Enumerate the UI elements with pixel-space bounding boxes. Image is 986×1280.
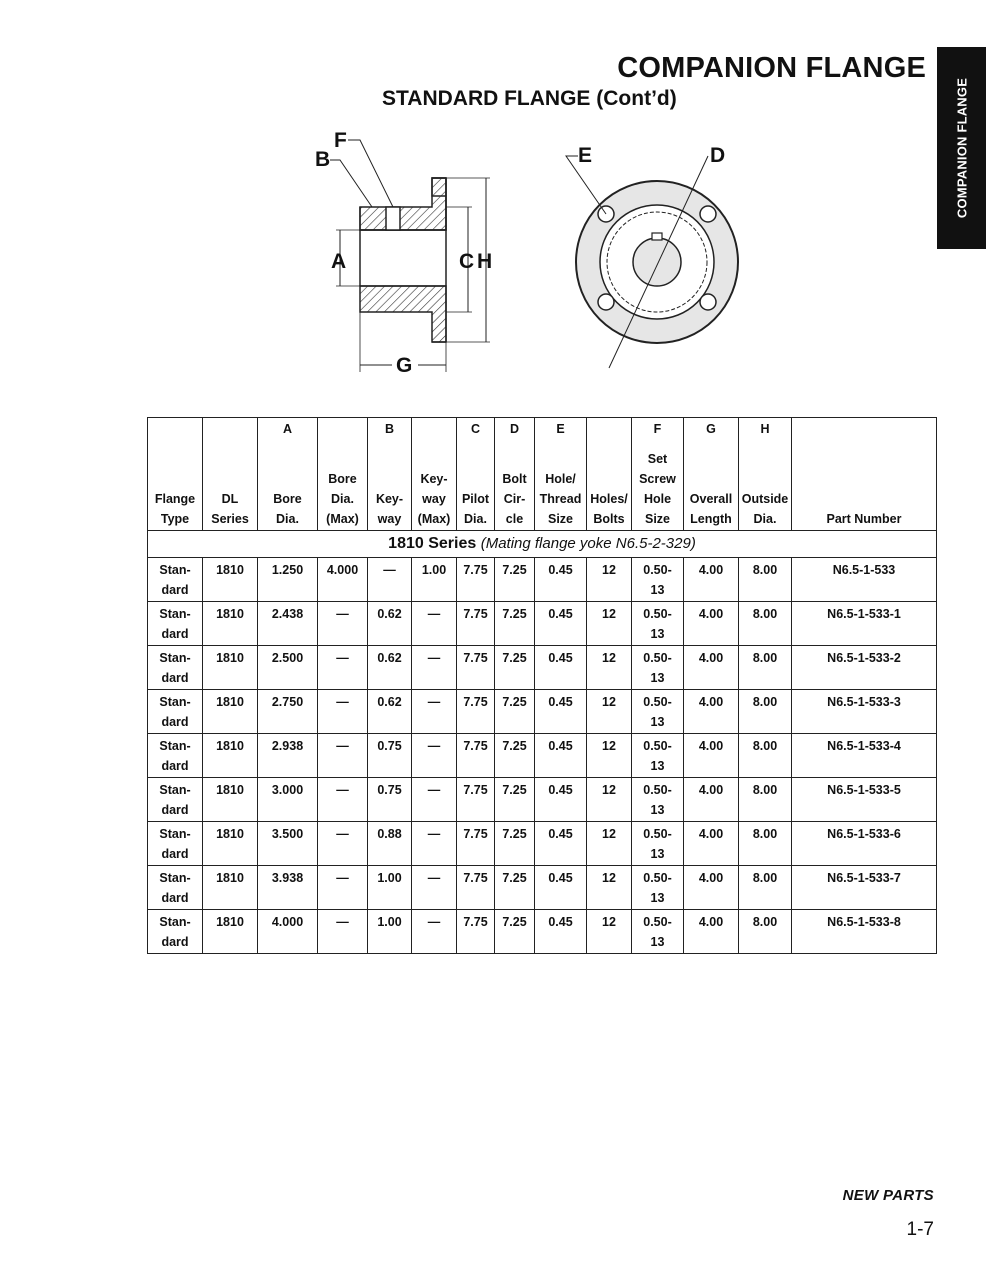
table-cell: 7.25 <box>495 734 535 778</box>
table-cell: N6.5-1-533-4 <box>792 734 937 778</box>
table-cell: 7.75 <box>457 778 495 822</box>
table-cell: N6.5-1-533-2 <box>792 646 937 690</box>
column-header-row <box>148 448 937 531</box>
table-cell: 4.00 <box>684 558 739 602</box>
table-cell: 12 <box>587 778 632 822</box>
table-cell: 4.00 <box>684 690 739 734</box>
table-cell: 7.75 <box>457 734 495 778</box>
column-header-line: Type <box>160 512 190 526</box>
table-cell: 7.25 <box>495 910 535 954</box>
table-cell: 8.00 <box>739 690 792 734</box>
table-cell: 4.00 <box>684 778 739 822</box>
table-row <box>148 866 937 910</box>
column-header-line: Bolt <box>502 472 527 486</box>
table-cell: — <box>318 822 368 866</box>
column-header-line: (Max) <box>417 512 451 526</box>
table-cell: Stan- dard <box>148 646 203 690</box>
table-cell: N6.5-1-533-7 <box>792 866 937 910</box>
column-header <box>535 448 587 531</box>
label-f: F <box>334 129 347 152</box>
table-cell: 8.00 <box>739 602 792 646</box>
table-row <box>148 910 937 954</box>
table-cell: 8.00 <box>739 822 792 866</box>
table-cell: — <box>412 690 457 734</box>
table-row <box>148 602 937 646</box>
table-cell: 7.25 <box>495 558 535 602</box>
table-cell: 4.00 <box>684 822 739 866</box>
side-tab-label: COMPANION FLANGE <box>954 77 969 219</box>
table-cell: — <box>412 778 457 822</box>
table-row <box>148 778 937 822</box>
table-cell: 1810 <box>203 778 258 822</box>
table-cell: N6.5-1-533-6 <box>792 822 937 866</box>
table-cell: 0.45 <box>535 690 587 734</box>
table-cell: 0.62 <box>368 646 412 690</box>
column-header <box>632 448 684 531</box>
column-header-line: Series <box>211 512 249 526</box>
table-cell: 1810 <box>203 602 258 646</box>
table-cell: — <box>318 910 368 954</box>
column-header <box>203 448 258 531</box>
label-c: C <box>459 250 475 273</box>
page-subtitle: STANDARD FLANGE (Cont’d) <box>382 87 677 110</box>
series-note: (Mating flange yoke N6.5-2-329) <box>480 535 696 552</box>
table-cell: 12 <box>587 558 632 602</box>
label-h: H <box>477 250 493 273</box>
table-row <box>148 690 937 734</box>
table-cell: 0.50- 13 <box>632 690 684 734</box>
column-header-line: Cir- <box>503 492 526 506</box>
table-cell: 0.45 <box>535 822 587 866</box>
table-cell: 0.45 <box>535 602 587 646</box>
column-header-line: Holes/ <box>590 492 628 506</box>
dimension-letter-row <box>148 418 937 449</box>
column-header-line: Size <box>644 512 670 526</box>
column-header-line: Flange <box>154 492 196 506</box>
column-header-line: way <box>422 492 446 506</box>
table-cell: 0.50- 13 <box>632 778 684 822</box>
column-header-line: Overall <box>689 492 733 506</box>
column-header-line: Dia. <box>753 512 777 526</box>
letter-cell <box>148 418 203 449</box>
table-cell: 0.50- 13 <box>632 822 684 866</box>
table-cell: 1810 <box>203 910 258 954</box>
table-cell: 3.938 <box>258 866 318 910</box>
new-parts-label: NEW PARTS <box>842 1187 934 1204</box>
table-cell: 1.00 <box>368 910 412 954</box>
table-cell: N6.5-1-533 <box>792 558 937 602</box>
label-d: D <box>710 144 726 167</box>
column-header-line: Key- <box>375 492 404 506</box>
label-e: E <box>578 144 593 167</box>
column-header <box>739 448 792 531</box>
letter-cell <box>792 418 937 449</box>
table-row <box>148 646 937 690</box>
column-header-line: Bolts <box>593 512 625 526</box>
table-cell: 3.500 <box>258 822 318 866</box>
column-header-line: Hole <box>643 492 672 506</box>
letter-cell: D <box>495 418 535 449</box>
column-header <box>587 448 632 531</box>
table-cell: 4.00 <box>684 602 739 646</box>
page-title: COMPANION FLANGE <box>617 52 926 84</box>
column-header-line: Part Number <box>826 512 902 526</box>
table-cell: 1810 <box>203 558 258 602</box>
column-header <box>148 448 203 531</box>
table-cell: 1810 <box>203 690 258 734</box>
table-cell: 12 <box>587 690 632 734</box>
column-header-line: Dia. <box>331 492 354 506</box>
label-g: G <box>396 354 413 377</box>
table-cell: 7.75 <box>457 866 495 910</box>
table-cell: 7.75 <box>457 558 495 602</box>
column-header-line: Dia. <box>276 512 299 526</box>
table-cell: 7.25 <box>495 778 535 822</box>
series-row <box>148 531 937 558</box>
series-cell <box>148 531 937 558</box>
column-header-line: Hole/ <box>545 472 576 486</box>
table-cell: 8.00 <box>739 778 792 822</box>
column-header-line: (Max) <box>326 512 359 526</box>
table-cell: — <box>318 602 368 646</box>
table-cell: 8.00 <box>739 866 792 910</box>
table-cell: N6.5-1-533-1 <box>792 602 937 646</box>
table-cell: 1810 <box>203 866 258 910</box>
letter-cell: G <box>684 418 739 449</box>
column-header <box>368 448 412 531</box>
table-cell: 12 <box>587 734 632 778</box>
page-number: 1-7 <box>906 1219 934 1240</box>
table-cell: 0.75 <box>368 778 412 822</box>
letter-cell: A <box>258 418 318 449</box>
table-cell: 4.00 <box>684 646 739 690</box>
table-row <box>148 822 937 866</box>
table-cell: 4.00 <box>684 866 739 910</box>
column-header-line: Bore <box>328 472 357 486</box>
table-cell: 12 <box>587 866 632 910</box>
table-cell: 8.00 <box>739 558 792 602</box>
table-cell: 12 <box>587 602 632 646</box>
letter-cell: F <box>632 418 684 449</box>
table-cell: Stan- dard <box>148 602 203 646</box>
spec-table <box>147 417 937 954</box>
table-row <box>148 558 937 602</box>
table-cell: 4.000 <box>318 558 368 602</box>
table-cell: 3.000 <box>258 778 318 822</box>
table-cell: 1810 <box>203 734 258 778</box>
table-cell: 7.75 <box>457 602 495 646</box>
table-cell: 7.25 <box>495 646 535 690</box>
letter-cell <box>412 418 457 449</box>
table-cell: Stan- dard <box>148 910 203 954</box>
column-header-line: Thread <box>539 492 582 506</box>
table-cell: — <box>318 646 368 690</box>
table-cell: 8.00 <box>739 910 792 954</box>
table-cell: 7.75 <box>457 910 495 954</box>
table-cell: — <box>412 734 457 778</box>
table-cell: Stan- dard <box>148 822 203 866</box>
column-header-line: Length <box>690 512 732 526</box>
column-header <box>684 448 739 531</box>
table-cell: 12 <box>587 822 632 866</box>
front-view <box>566 156 738 368</box>
table-cell: 4.00 <box>684 734 739 778</box>
table-cell: Stan- dard <box>148 866 203 910</box>
table-cell: 12 <box>587 910 632 954</box>
table-cell: 0.50- 13 <box>632 602 684 646</box>
table-cell: — <box>412 646 457 690</box>
table-cell: — <box>412 910 457 954</box>
column-header-line: Screw <box>639 472 676 486</box>
letter-cell <box>318 418 368 449</box>
table-cell: 7.25 <box>495 602 535 646</box>
table-cell: N6.5-1-533-3 <box>792 690 937 734</box>
table-cell: 1.00 <box>368 866 412 910</box>
table-cell: 0.50- 13 <box>632 646 684 690</box>
column-header-line: Key- <box>420 472 448 486</box>
column-header <box>412 448 457 531</box>
table-cell: — <box>318 778 368 822</box>
column-header-line: Dia. <box>464 512 487 526</box>
column-header-line: Set <box>647 452 668 466</box>
table-cell: 1.250 <box>258 558 318 602</box>
table-cell: — <box>412 822 457 866</box>
column-header <box>258 448 318 531</box>
column-header <box>318 448 368 531</box>
table-cell: Stan- dard <box>148 778 203 822</box>
letter-cell: E <box>535 418 587 449</box>
letter-cell <box>203 418 258 449</box>
table-cell: 2.438 <box>258 602 318 646</box>
letter-cell: C <box>457 418 495 449</box>
table-cell: — <box>368 558 412 602</box>
table-cell: 7.25 <box>495 690 535 734</box>
table-cell: 4.000 <box>258 910 318 954</box>
table-cell: 7.75 <box>457 822 495 866</box>
table-cell: 0.45 <box>535 866 587 910</box>
table-cell: N6.5-1-533-5 <box>792 778 937 822</box>
table-cell: 7.25 <box>495 866 535 910</box>
table-cell: 0.50- 13 <box>632 910 684 954</box>
table-cell: 2.750 <box>258 690 318 734</box>
letter-cell: H <box>739 418 792 449</box>
table-cell: 8.00 <box>739 646 792 690</box>
column-header <box>792 448 937 531</box>
label-b: B <box>315 148 331 171</box>
table-cell: — <box>412 866 457 910</box>
table-cell: 1810 <box>203 822 258 866</box>
table-cell: 7.75 <box>457 646 495 690</box>
table-cell: 0.62 <box>368 602 412 646</box>
table-cell: 7.75 <box>457 690 495 734</box>
column-header <box>495 448 535 531</box>
table-cell: — <box>412 602 457 646</box>
letter-cell: B <box>368 418 412 449</box>
column-header-line: way <box>377 512 402 526</box>
column-header <box>457 448 495 531</box>
table-cell: — <box>318 866 368 910</box>
table-cell: — <box>318 734 368 778</box>
column-header-line: cle <box>505 512 524 526</box>
table-cell: — <box>318 690 368 734</box>
column-header-line: Bore <box>273 492 302 506</box>
table-cell: Stan- dard <box>148 690 203 734</box>
table-cell: 12 <box>587 646 632 690</box>
series-label: 1810 Series <box>388 535 477 552</box>
table-cell: 2.500 <box>258 646 318 690</box>
table-cell: 1810 <box>203 646 258 690</box>
letter-cell <box>587 418 632 449</box>
table-cell: 0.50- 13 <box>632 866 684 910</box>
table-cell: 0.50- 13 <box>632 558 684 602</box>
column-header-line: DL <box>221 492 239 506</box>
column-header-line: Size <box>547 512 573 526</box>
table-cell: 1.00 <box>412 558 457 602</box>
table-cell: N6.5-1-533-8 <box>792 910 937 954</box>
table-cell: 0.45 <box>535 646 587 690</box>
table-cell: 0.50- 13 <box>632 734 684 778</box>
table-cell: 2.938 <box>258 734 318 778</box>
table-cell: 7.25 <box>495 822 535 866</box>
table-row <box>148 734 937 778</box>
table-cell: 0.45 <box>535 778 587 822</box>
table-cell: 0.62 <box>368 690 412 734</box>
table-cell: 4.00 <box>684 910 739 954</box>
table-cell: 0.88 <box>368 822 412 866</box>
table-cell: 0.45 <box>535 734 587 778</box>
flange-diagram <box>0 0 986 400</box>
label-a: A <box>331 250 347 273</box>
column-header-line: Outside <box>741 492 789 506</box>
table-cell: 8.00 <box>739 734 792 778</box>
table-cell: 0.45 <box>535 558 587 602</box>
table-cell: 0.45 <box>535 910 587 954</box>
column-header-line: Pilot <box>461 492 490 506</box>
table-cell: 0.75 <box>368 734 412 778</box>
table-cell: Stan- dard <box>148 558 203 602</box>
table-cell: Stan- dard <box>148 734 203 778</box>
